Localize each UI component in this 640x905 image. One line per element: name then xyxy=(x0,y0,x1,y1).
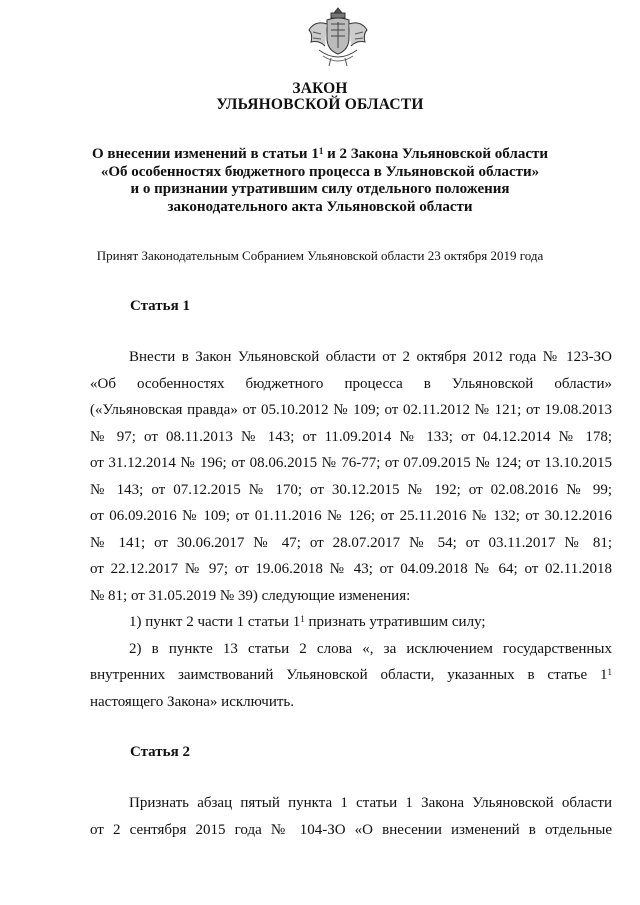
body-line: № 97; от 08.11.2013 № 143; от 11.09.2014 № 133; от 04.12.2014 № 178; xyxy=(90,428,612,445)
law-word: ЗАКОН xyxy=(292,80,348,97)
subject-line-1-start: О внесении изменений в статьи 1 xyxy=(91,146,319,162)
list-item-2-line: настоящего Закона» исключить. xyxy=(90,693,294,710)
adoption-note: Принят Законодательным Собранием Ульяновской области 23 октября 2019 года xyxy=(96,248,544,263)
superscript: 1 xyxy=(300,614,305,624)
list-item-1 xyxy=(90,609,612,636)
article-2-body xyxy=(90,790,612,843)
region-name: УЛЬЯНОВСКОЙ ОБЛАСТИ xyxy=(216,96,424,113)
law-subject xyxy=(0,146,640,216)
subject-line-4: законодательного акта Ульяновской области xyxy=(167,198,473,215)
body-line: от 06.09.2016 № 109; от 01.11.2016 № 126; от 25.11.2016 № 132; от 30.12.2016 xyxy=(90,508,612,524)
list-item-2-line xyxy=(90,662,612,689)
subject-line-3: и о признании утратившим силу отдельного положения xyxy=(130,181,510,197)
body-line: («Ульяновская правда» от 05.10.2012 № 109; от 02.11.2012 № 121; от 19.08.2013 xyxy=(90,402,612,418)
article-1-heading: Статья 1 xyxy=(130,298,190,314)
body-line: «Об особенностях бюджетного процесса в Ульяновской области» xyxy=(90,375,612,392)
list-item-2-start: внутренних заимствований Ульяновской области, указанных в статье 1 xyxy=(90,667,608,683)
body-line: № 143; от 07.12.2015 № 170; от 30.12.2015 № 192; от 02.08.2016 № 99; xyxy=(90,481,612,498)
list-item-2-line: 2) в пункте 13 статьи 2 слова «, за исключением государственных xyxy=(129,640,612,657)
article-2-heading: Статья 2 xyxy=(130,744,190,760)
body-line: от 22.12.2017 № 97; от 19.06.2018 № 43; от 04.09.2018 № 64; от 02.11.2018 xyxy=(90,561,612,577)
body-line: № 81; от 31.05.2019 № 39) следующие изменения: xyxy=(90,587,411,604)
subject-line-1 xyxy=(0,146,640,164)
superscript: 1 xyxy=(607,667,612,677)
body-line: от 31.12.2014 № 196; от 08.06.2015 № 76-77; от 07.09.2015 № 124; от 13.10.2015 xyxy=(90,455,612,471)
superscript: 1 xyxy=(318,146,324,156)
body-line: № 141; от 30.06.2017 № 47; от 28.07.2017 № 54; от 03.11.2017 № 81; xyxy=(90,534,612,551)
coat-of-arms-icon xyxy=(301,4,375,68)
subject-line-2: «Об особенностях бюджетного процесса в Ульяновской области» xyxy=(100,163,540,180)
list-item-1-end: признать утратившим силу; xyxy=(304,614,486,630)
article-1-body xyxy=(90,344,612,715)
body-line: Признать абзац пятый пункта 1 статьи 1 Закона Ульяновской области xyxy=(129,795,612,811)
body-line: Внести в Закон Ульяновской области от 2 октября 2012 года № 123-ЗО xyxy=(129,349,612,365)
list-item-1-start: 1) пункт 2 части 1 статьи 1 xyxy=(129,614,301,630)
body-line: от 2 сентября 2015 года № 104-ЗО «О внесении изменений в отдельные xyxy=(90,821,612,838)
subject-line-1-end: и 2 Закона Ульяновской области xyxy=(323,146,549,162)
